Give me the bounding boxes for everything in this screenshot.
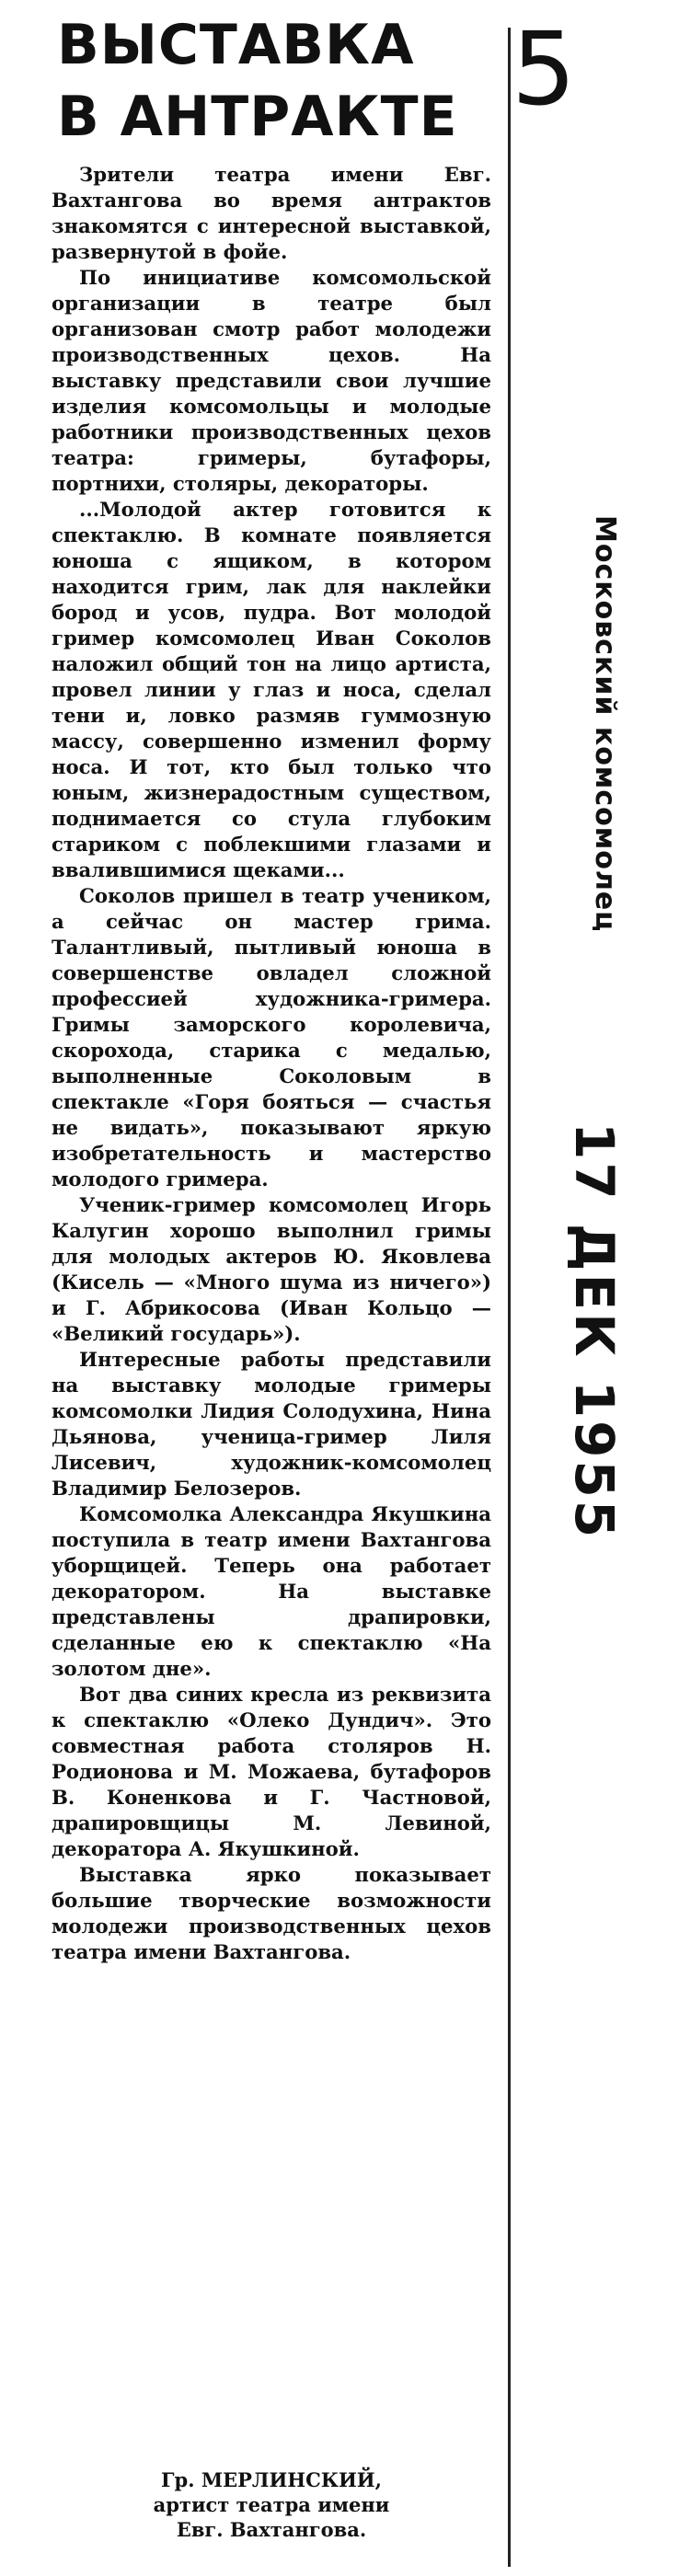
headline-line-2: В АНТРАКТЕ — [57, 85, 458, 149]
paragraph: Вот два синих кресла из реквизита к спектаклю «Олеко Дундич». Это совместная работа столяров Н. Родионова и М. Можаева, бутафоров В. Коненкова и Г. Частновой, драпировщицы М. Левиной, декоратора А. Якушкиной. — [52, 1683, 491, 1860]
handwritten-page-number: 5 — [512, 10, 576, 128]
newspaper-masthead-stamp: Московский комсомолец — [589, 515, 621, 933]
paragraph: Зрители театра имени Евг. Вахтангова во время антрактов знакомятся с интересной выставкой, развернутой в фойе. — [52, 163, 491, 263]
paragraph: Соколов пришел в театр учеником, а сейчас он мастер грима. Талантливый, пытливый юноша в совершенстве овладел сложной профессией художника-гримера. Гримы заморского королевича, скорохода, старика с медалью, выполненные Соколовым в спектакле «Горя бояться — счастья не видать», показывают яркую изобретательность и мастерство молодого гримера. — [52, 884, 491, 1190]
article-headline — [57, 9, 489, 153]
author-name: Гр. МЕРЛИНСКИЙ, — [161, 2468, 382, 2491]
author-signature — [52, 2467, 491, 2542]
paragraph: Выставка ярко показывает большие творческие возможности молодежи производственных цехов театра имени Вахтангова. — [52, 1863, 491, 1963]
headline-line-1: ВЫСТАВКА — [57, 13, 415, 77]
author-title-line-1: артист театра имени — [153, 2493, 390, 2516]
date-stamp: 17 ДЕК 1955 — [563, 1122, 626, 1541]
margin-divider-line — [508, 28, 511, 2567]
article-body — [52, 162, 491, 1965]
paragraph: Комсомолка Александра Якушкина поступила в театр имени Вахтангова уборщицей. Теперь она работает декоратором. На выставке представлены драпировки, сделанные ею к спектаклю «На золотом дне». — [52, 1502, 491, 1680]
paragraph: Интересные работы представили на выставку молодые гримеры комсомолки Лидия Солодухина, Нина Дьянова, ученица-гример Лиля Лисевич, художник-комсомолец Владимир Белозеров. — [52, 1348, 491, 1500]
paragraph: Ученик-гример комсомолец Игорь Калугин хорошо выполнил гримы для молодых актеров Ю. Яковлева (Кисель — «Много шума из ничего») и Г. Абрикосова (Иван Кольцо — «Великий государь»). — [52, 1193, 491, 1345]
author-title-line-2: Евг. Вахтангова. — [176, 2518, 367, 2541]
paragraph: По инициативе комсомольской организации в театре был организован смотр работ молодежи производственных цехов. На выставку представили свои лучшие изделия комсомольцы и молодые работники производственных цехов театра: гримеры, бутафоры, портнихи, столяры, декораторы. — [52, 266, 491, 495]
paragraph: ...Молодой актер готовится к спектаклю. В комнате появляется юноша с ящиком, в котором находится грим, лак для наклейки бород и усов, пудра. Вот молодой гример комсомолец Иван Соколов наложил общий тон на лицо артиста, провел линии у глаз и носа, сделал тени и, ловко размяв гуммозную массу, совершенно изменил форму носа. И тот, кто был только что юным, жизнерадостным существом, поднимается со стула глубоким стариком с поблекшими глазами и ввалившимися щеками... — [52, 498, 491, 881]
